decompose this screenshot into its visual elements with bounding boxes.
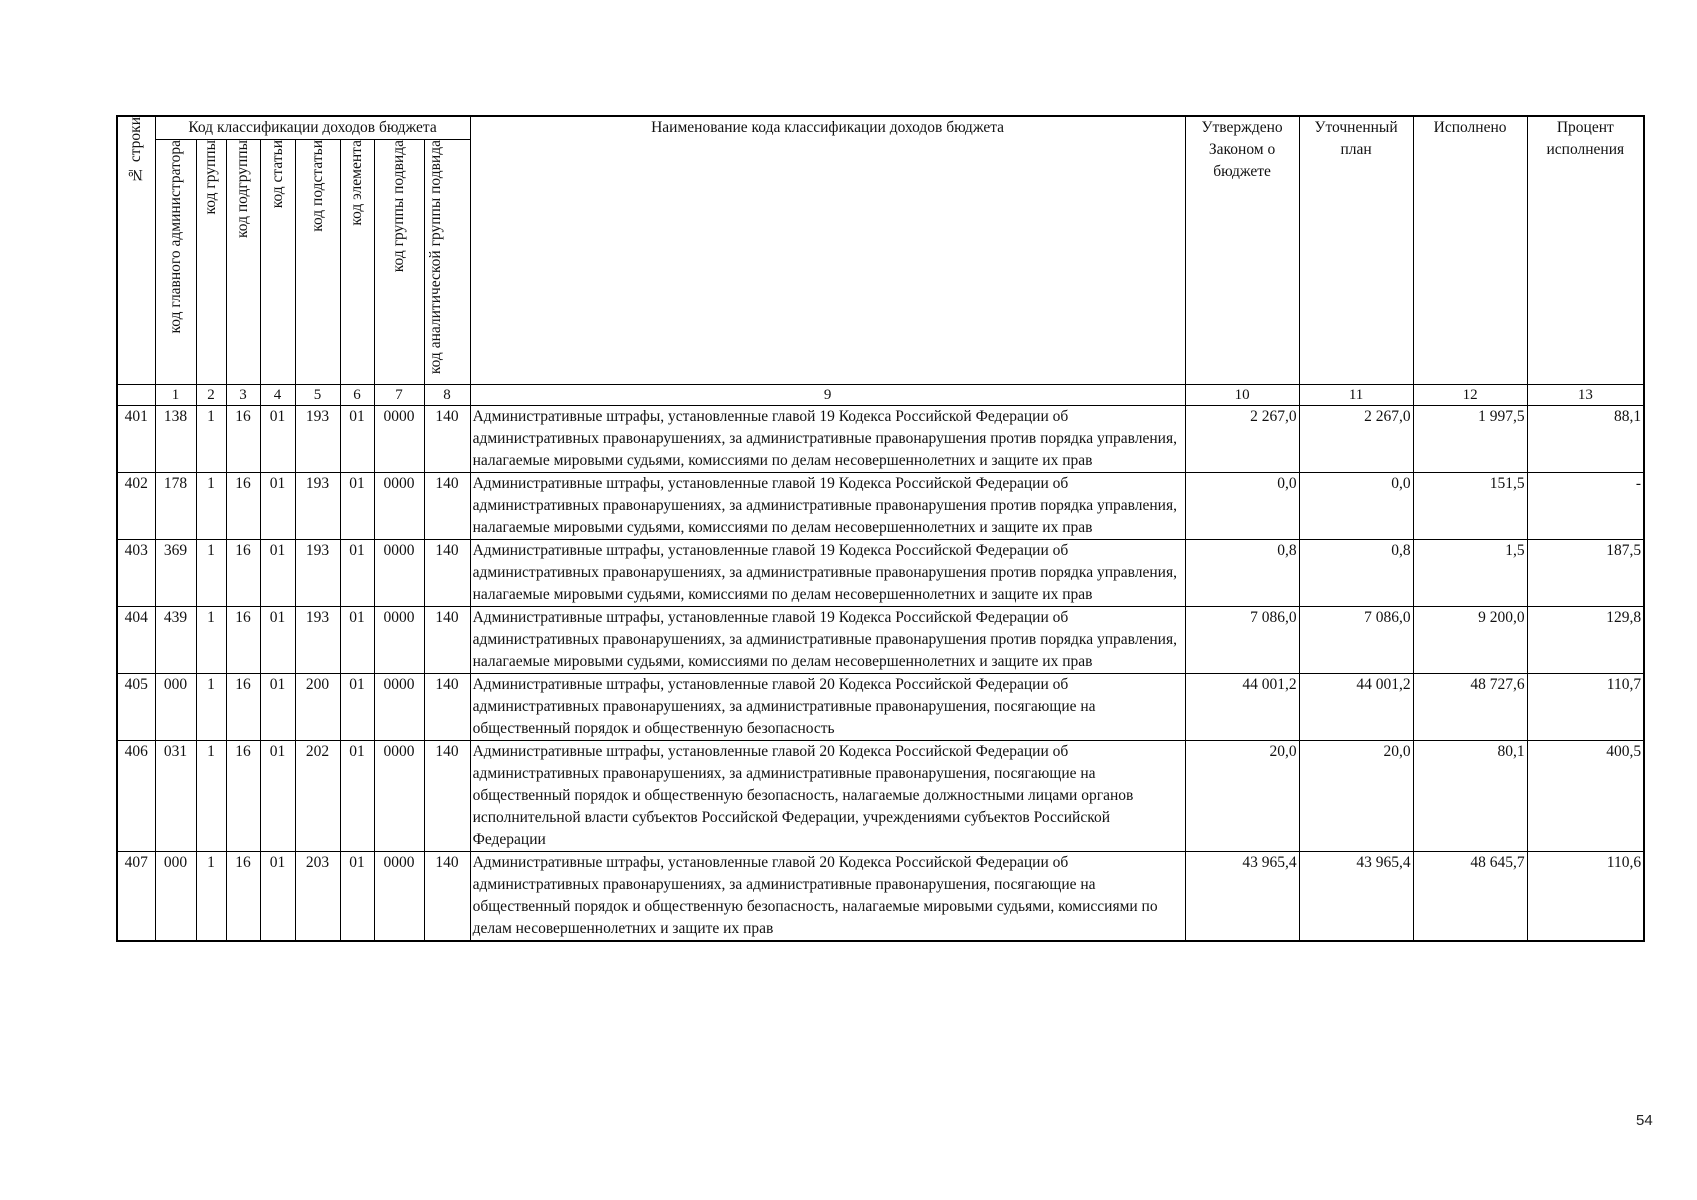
approved-cell: 0,0 — [1185, 473, 1299, 540]
percent-cell: - — [1527, 473, 1644, 540]
subgroup-code-cell: 16 — [226, 852, 260, 942]
subtype-group-code-cell: 0000 — [374, 607, 424, 674]
subtype-group-code-cell: 0000 — [374, 473, 424, 540]
row-number-cell: 407 — [117, 852, 155, 942]
row-number-cell: 404 — [117, 607, 155, 674]
executed-cell: 80,1 — [1413, 741, 1527, 852]
executed-cell: 9 200,0 — [1413, 607, 1527, 674]
code-name-cell: Административные штрафы, установленные главой 19 Кодекса Российской Федерации об административных правонарушениях, за административные правонарушения против порядка управления, налагаемые мировыми судьями, комиссиями по делам несовершеннолетних и защите их прав — [470, 540, 1185, 607]
header-code-name: Наименование кода классификации доходов бюджета — [470, 116, 1185, 385]
header-admin-code: код главного администратора — [155, 140, 196, 385]
column-number-blank — [117, 385, 155, 406]
revised-plan-cell: 0,0 — [1299, 473, 1413, 540]
executed-cell: 48 645,7 — [1413, 852, 1527, 942]
code-name-cell: Административные штрафы, установленные главой 19 Кодекса Российской Федерации об административных правонарушениях, за административные правонарушения против порядка управления, налагаемые мировыми судьями, комиссиями по делам несовершеннолетних и защите их прав — [470, 406, 1185, 473]
column-number: 8 — [424, 385, 470, 406]
column-number: 13 — [1527, 385, 1644, 406]
percent-cell: 400,5 — [1527, 741, 1644, 852]
subarticle-code-cell: 202 — [295, 741, 340, 852]
percent-cell: 110,7 — [1527, 674, 1644, 741]
column-number: 10 — [1185, 385, 1299, 406]
revised-plan-cell: 2 267,0 — [1299, 406, 1413, 473]
group-code-cell: 1 — [196, 607, 226, 674]
subtype-group-code-cell: 0000 — [374, 674, 424, 741]
admin-code-cell: 000 — [155, 674, 196, 741]
column-number: 9 — [470, 385, 1185, 406]
table-row — [117, 741, 1644, 852]
header-classification-code-group: Код классификации доходов бюджета — [155, 116, 470, 140]
admin-code-cell: 439 — [155, 607, 196, 674]
group-code-cell: 1 — [196, 473, 226, 540]
admin-code-cell: 138 — [155, 406, 196, 473]
column-number: 7 — [374, 385, 424, 406]
subarticle-code-cell: 193 — [295, 540, 340, 607]
subarticle-code-cell: 200 — [295, 674, 340, 741]
element-code-cell: 01 — [340, 473, 374, 540]
group-code-cell: 1 — [196, 674, 226, 741]
code-name-cell: Административные штрафы, установленные главой 19 Кодекса Российской Федерации об административных правонарушениях, за административные правонарушения против порядка управления, налагаемые мировыми судьями, комиссиями по делам несовершеннолетних и защите их прав — [470, 473, 1185, 540]
row-number-cell: 403 — [117, 540, 155, 607]
article-code-cell: 01 — [260, 540, 295, 607]
row-number-cell: 401 — [117, 406, 155, 473]
analytic-subtype-code-cell: 140 — [424, 852, 470, 942]
column-number: 1 — [155, 385, 196, 406]
table-header — [117, 116, 1644, 385]
approved-cell: 2 267,0 — [1185, 406, 1299, 473]
analytic-subtype-code-cell: 140 — [424, 607, 470, 674]
revised-plan-cell: 43 965,4 — [1299, 852, 1413, 942]
analytic-subtype-code-cell: 140 — [424, 406, 470, 473]
code-name-cell: Административные штрафы, установленные главой 20 Кодекса Российской Федерации об административных правонарушениях, за административные правонарушения, посягающие на общественный порядок и общественную безопасность — [470, 674, 1185, 741]
revised-plan-cell: 0,8 — [1299, 540, 1413, 607]
header-revised-plan: Уточненный план — [1299, 116, 1413, 385]
header-percent: Процент исполнения — [1527, 116, 1644, 385]
column-number: 5 — [295, 385, 340, 406]
column-number: 2 — [196, 385, 226, 406]
executed-cell: 151,5 — [1413, 473, 1527, 540]
element-code-cell: 01 — [340, 852, 374, 942]
column-number-row — [117, 385, 1644, 406]
header-element-code: код элемента — [340, 140, 374, 385]
column-number: 6 — [340, 385, 374, 406]
subarticle-code-cell: 193 — [295, 473, 340, 540]
group-code-cell: 1 — [196, 852, 226, 942]
percent-cell: 110,6 — [1527, 852, 1644, 942]
column-number: 12 — [1413, 385, 1527, 406]
subarticle-code-cell: 193 — [295, 406, 340, 473]
header-row-number: № строки — [117, 116, 155, 385]
table-body — [117, 385, 1644, 942]
article-code-cell: 01 — [260, 607, 295, 674]
subtype-group-code-cell: 0000 — [374, 540, 424, 607]
header-analytic-subtype-code: код аналитической группы подвида — [424, 140, 470, 385]
approved-cell: 20,0 — [1185, 741, 1299, 852]
analytic-subtype-code-cell: 140 — [424, 741, 470, 852]
table-row — [117, 540, 1644, 607]
subarticle-code-cell: 203 — [295, 852, 340, 942]
subarticle-code-cell: 193 — [295, 607, 340, 674]
executed-cell: 1,5 — [1413, 540, 1527, 607]
subgroup-code-cell: 16 — [226, 741, 260, 852]
group-code-cell: 1 — [196, 741, 226, 852]
revised-plan-cell: 44 001,2 — [1299, 674, 1413, 741]
page-number: 54 — [1636, 1112, 1653, 1129]
admin-code-cell: 178 — [155, 473, 196, 540]
revised-plan-cell: 7 086,0 — [1299, 607, 1413, 674]
header-group-code: код группы — [196, 140, 226, 385]
group-code-cell: 1 — [196, 406, 226, 473]
percent-cell: 88,1 — [1527, 406, 1644, 473]
table-row — [117, 406, 1644, 473]
subgroup-code-cell: 16 — [226, 674, 260, 741]
column-number: 11 — [1299, 385, 1413, 406]
percent-cell: 187,5 — [1527, 540, 1644, 607]
group-code-cell: 1 — [196, 540, 226, 607]
element-code-cell: 01 — [340, 406, 374, 473]
article-code-cell: 01 — [260, 406, 295, 473]
analytic-subtype-code-cell: 140 — [424, 473, 470, 540]
subgroup-code-cell: 16 — [226, 607, 260, 674]
element-code-cell: 01 — [340, 741, 374, 852]
column-number: 3 — [226, 385, 260, 406]
article-code-cell: 01 — [260, 741, 295, 852]
header-executed: Исполнено — [1413, 116, 1527, 385]
admin-code-cell: 031 — [155, 741, 196, 852]
subgroup-code-cell: 16 — [226, 540, 260, 607]
subtype-group-code-cell: 0000 — [374, 406, 424, 473]
subgroup-code-cell: 16 — [226, 473, 260, 540]
row-number-cell: 402 — [117, 473, 155, 540]
percent-cell: 129,8 — [1527, 607, 1644, 674]
analytic-subtype-code-cell: 140 — [424, 674, 470, 741]
article-code-cell: 01 — [260, 473, 295, 540]
revised-plan-cell: 20,0 — [1299, 741, 1413, 852]
row-number-cell: 405 — [117, 674, 155, 741]
header-subarticle-code: код подстатьи — [295, 140, 340, 385]
executed-cell: 48 727,6 — [1413, 674, 1527, 741]
element-code-cell: 01 — [340, 674, 374, 741]
table-row — [117, 607, 1644, 674]
approved-cell: 44 001,2 — [1185, 674, 1299, 741]
admin-code-cell: 369 — [155, 540, 196, 607]
admin-code-cell: 000 — [155, 852, 196, 942]
approved-cell: 7 086,0 — [1185, 607, 1299, 674]
subtype-group-code-cell: 0000 — [374, 741, 424, 852]
row-number-cell: 406 — [117, 741, 155, 852]
element-code-cell: 01 — [340, 540, 374, 607]
table-row — [117, 473, 1644, 540]
header-subtype-group-code: код группы подвида — [374, 140, 424, 385]
subtype-group-code-cell: 0000 — [374, 852, 424, 942]
executed-cell: 1 997,5 — [1413, 406, 1527, 473]
table-row — [117, 852, 1644, 942]
table-row — [117, 674, 1644, 741]
article-code-cell: 01 — [260, 674, 295, 741]
analytic-subtype-code-cell: 140 — [424, 540, 470, 607]
article-code-cell: 01 — [260, 852, 295, 942]
header-article-code: код статьи — [260, 140, 295, 385]
code-name-cell: Административные штрафы, установленные главой 20 Кодекса Российской Федерации об административных правонарушениях, за административные правонарушения, посягающие на общественный порядок и общественную безопасность, налагаемые должностными лицами органов исполнительной власти субъектов Российской Федерации, учреждениями субъектов Российской Федерации — [470, 741, 1185, 852]
budget-revenue-table — [116, 115, 1645, 942]
code-name-cell: Административные штрафы, установленные главой 19 Кодекса Российской Федерации об административных правонарушениях, за административные правонарушения против порядка управления, налагаемые мировыми судьями, комиссиями по делам несовершеннолетних и защите их прав — [470, 607, 1185, 674]
column-number: 4 — [260, 385, 295, 406]
header-approved: Утверждено Законом о бюджете — [1185, 116, 1299, 385]
approved-cell: 0,8 — [1185, 540, 1299, 607]
header-subgroup-code: код подгруппы — [226, 140, 260, 385]
subgroup-code-cell: 16 — [226, 406, 260, 473]
element-code-cell: 01 — [340, 607, 374, 674]
code-name-cell: Административные штрафы, установленные главой 20 Кодекса Российской Федерации об административных правонарушениях, за административные правонарушения, посягающие на общественный порядок и общественную безопасность, налагаемые мировыми судьями, комиссиями по делам несовершеннолетних и защите их прав — [470, 852, 1185, 942]
approved-cell: 43 965,4 — [1185, 852, 1299, 942]
